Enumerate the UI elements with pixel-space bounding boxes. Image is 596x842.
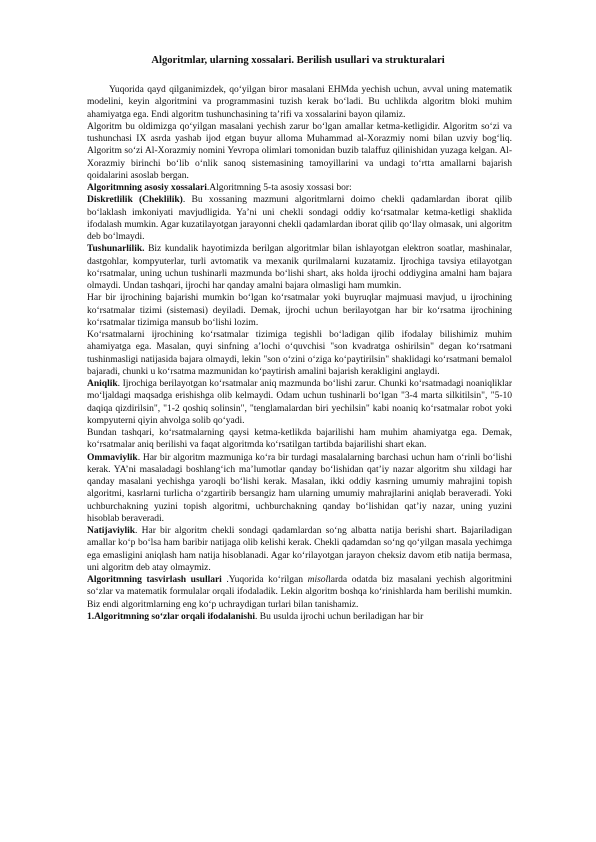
paragraph-properties-heading [87, 182, 512, 194]
term-heading: Tushunarlilik. [87, 243, 145, 255]
paragraph-instruction-example [87, 329, 512, 378]
paragraph-intro [87, 84, 512, 121]
paragraph-precision [87, 378, 512, 427]
paragraph-text: .Algoritmning 5-ta asosiy xossasi bor: [206, 182, 352, 193]
paragraph-instruction-system [87, 292, 512, 329]
document-title: Algoritmlar, ularning xossalari. Berilish usullari va strukturalari [151, 55, 445, 66]
paragraph-order [87, 427, 512, 452]
paragraph-text: . Bu xossaning mazmuni algoritmlarni doimo chekli qadamlardan iborat qilib bo‘laklash imkoniyati mavjudligida. Ya’ni uni chekli sondagi oddiy ko‘rsatmalar ketma-ketligi shaklida ifodalash mumkin. Agar kuzatilayotgan jarayonni chekli qadamlardan iborat qilib qo‘llay olmasak, uni algoritm deb bo‘lmaydi. [87, 194, 512, 242]
section-heading: Algoritmning tasvirlash usullari [87, 574, 222, 585]
term-heading: Ommaviylik [87, 451, 138, 463]
paragraph-understandability [87, 243, 512, 292]
term-heading: Aniqlik [87, 378, 118, 389]
term-heading: Natijaviylik [87, 525, 136, 536]
term-heading: Diskretlilik (Cheklilik) [87, 194, 183, 206]
section-heading: 1.Algoritmning so‘zlar orqali ifodalanishi [87, 610, 256, 622]
paragraph-text: . Ijrochiga berilayotgan ko‘rsatmalar aniq mazmunda bo‘lishi zarur. Chunki ko‘rsatmadagi noaniqliklar mo‘ljaldagi maqsadga erishishga olib kelmaydi. Odam uchun tushinarli bo‘lgan "3-4 marta silkitilsin", "5-10 daqiqa qizdirilsin", "1-2 qoshiq solinsin", "tenglamalardan biri yechilsin" kabi noaniq ko‘rsatmalar robot yoki kompyuterni qiyin ahvolga solib qo‘yadi. [87, 378, 512, 426]
section-heading: Algoritmning asosiy xossalari [87, 182, 207, 193]
paragraph-text: . Har bir algoritm mazmuniga ko‘ra bir turdagi masalalarning barchasi uchun ham o‘rinli bo‘lishi kerak. YA’ni masaladagi boshlang‘ich ma’lumotlar qanday bo‘lishidan qat’iy nazar algoritm shu xildagi har qanday masalani yechishga yaroqli bo‘lishi kerak. Masalan, ikki oddiy kasrning umumiy mahrajini topish algoritmi, kasrlarni turlicha o‘zgartirib bersangiz ham ularning umumiy mahrajlarini aniqlab beraveradi. Yoki uchburchakning yuzini topish algoritmi, uchburchakning qanday bo‘lishidan qat’iy nazar, uning yuzini hisoblab beraveradi. [87, 451, 512, 524]
paragraph-representation-methods [87, 574, 512, 611]
paragraph-verbal-representation [87, 611, 512, 623]
paragraph-text: Har bir ijrochining bajarishi mumkin bo‘lgan ko‘rsatmalar yoki buyruqlar majmuasi mavjud, u ijrochining ko‘rsatmalar tizimi (sistemasi) deyiladi. Demak, ijrochi uchun berilayotgan har bir ko‘rsatma ijrochining ko‘rsatmalar tizimiga mansub bo‘lishi lozim. [87, 292, 512, 328]
paragraph-text: Algoritm bu oldimizga qo‘yilgan masalani yechish zarur bo‘lgan amallar ketma-ketligidir. Algoritm so‘zi va tushunchasi IX asrda yashab ijod etgan buyur alloma Muhammad al-Xorazmiy nomi bilan uzviy bog‘liq. Algoritm so‘zi Al-Xorazmiy nomini Yevropa olimlari tomonidan buzib talaffuz qilinishidan yuzaga kelgan. Al-Xorazmiy birinchi bo‘lib o‘nlik sanoq sistemasining tamoyillarini va undagi to‘rtta amallarni bajarish qoidalarini asoslab bergan. [87, 120, 512, 181]
paragraph-algorithm-definition [87, 121, 512, 182]
paragraph-text: . Bu usulda ijrochi uchun beriladigan har bir [255, 610, 424, 622]
paragraph-text: Yuqorida qayd qilganimizdek, qo‘yilgan biror masalani EHMda yechish uchun, avval uning matematik modelini, keyin algoritmini va programmasini tuzish kerak bo‘ladi. Bu uchlikda algoritm bloki muhim ahamiyatga ega. Endi algoritm tushunchasining ta’rifi va xossalarini bayon qilamiz. [87, 84, 512, 120]
document-body [87, 84, 512, 623]
paragraph-text: .Yuqorida ko‘rilgan [221, 574, 308, 585]
paragraph-text: larda odatda biz masalani yechish algoritmini so‘zlar va matematik formulalar orqali ifodaladik. Lekin algoritm boshqa ko‘rinishlarda ham berilishi mumkin. Biz endi algoritmlarning eng ko‘p uchraydigan turlari bilan tanishamiz. [87, 574, 512, 610]
italic-word: misol [307, 574, 329, 585]
paragraph-text: Biz kundalik hayotimizda berilgan algoritmlar bilan ishlayotgan elektron soatlar, mashinalar, dastgohlar, kompyuterlar, turli avtomatik va mexanik qurilmalarni kuzatamiz. Ijrochiga tavsiya etilayotgan ko‘rsatmalar, uning uchun tushinarli mazmunda bo‘lishi shart, aks holda ijrochi oddiygina amalni ham bajara olmaydi. Undan tashqari, ijrochi har qanday amalni bajara olmasligi ham mumkin. [87, 243, 512, 291]
paragraph-text: Ko‘rsatmalarni ijrochining ko‘rsatmalar tizimiga tegishli bo‘ladigan qilib ifodalay bilishimiz muhim ahamiyatga ega. Masalan, quyi sinfning a’lochi o‘quvchisi "son kvadratga oshirilsin" degan ko‘rsatmani tushinmasligi natijasida bajara olmaydi, lekin "son o‘zini o‘ziga ko‘paytirilsin" shaklidagi ko‘rsatmani bemalol bajaradi, chunki u ko‘rsatma mazmunidan ko‘paytirish amalini bajarish kerakligini anglaydi. [87, 329, 512, 377]
paragraph-discreteness [87, 194, 512, 243]
paragraph-text: Bundan tashqari, ko‘rsatmalarning qaysi ketma-ketlikda bajarilishi ham muhim ahamiyatga ega. Demak, ko‘rsatmalar aniq berilishi va faqat algoritmda ko‘rsatilgan tartibda bajarilishi shart ekan. [87, 427, 512, 451]
paragraph-effectiveness [87, 525, 512, 574]
paragraph-text: . Har bir algoritm chekli sondagi qadamlardan so‘ng albatta natija berishi shart. Bajariladigan amallar ko‘p bo‘lsa ham baribir natijaga olib kelishi kerak. Chekli qadamdan so‘ng qo‘yilgan masala yechimga ega emasligini aniqlash ham natija hisoblanadi. Agar ko‘rilayotgan jarayon cheksiz davom etib natija bermasa, uni algoritm deb atay olmaymiz. [87, 525, 512, 573]
paragraph-mass-character [87, 452, 512, 526]
